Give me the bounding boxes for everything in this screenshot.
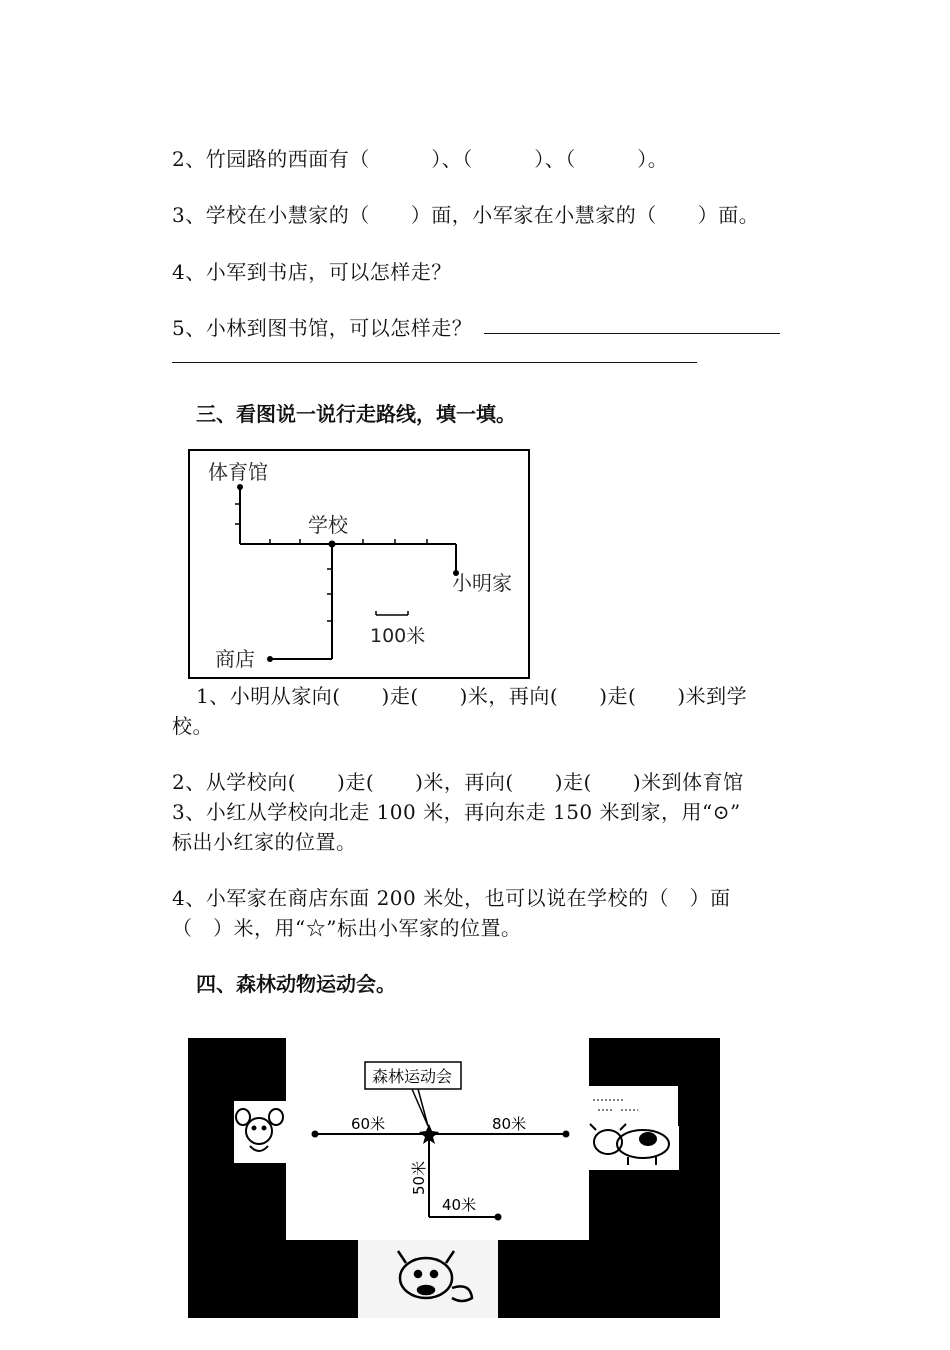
distance-south: 50米	[410, 1160, 428, 1195]
label-xiaoming-home: 小明家	[452, 571, 512, 595]
question-3-1-line-b: 校。	[172, 714, 213, 738]
question-3-3-line-a: 3、小红从学校向北走 100 米，再向东走 150 米到家，用“⊙”	[172, 800, 741, 824]
forest-sports-meet-map	[188, 1038, 720, 1318]
label-shop: 商店	[215, 647, 255, 671]
distance-east: 80米	[492, 1115, 527, 1133]
question-3-1-line-a: 1、小明从家向( )走( )米，再向( )走( )米到学	[196, 684, 748, 708]
question-3-2: 2、从学校向( )走( )米，再向( )走( )米到体育馆	[172, 770, 744, 794]
question-3-school-direction: 3、学校在小慧家的（ ）面，小军家在小慧家的（ ）面。	[172, 203, 760, 227]
map-scale-label: 100米	[370, 625, 426, 647]
venue-label: 森林运动会	[372, 1067, 453, 1086]
question-2-west-of-road: 2、竹园路的西面有（ ）、（ ）、（ ）。	[172, 147, 669, 171]
question-4-route-to-bookstore: 4、小军到书店，可以怎样走？	[172, 260, 452, 284]
question-3-3-line-b: 标出小红家的位置。	[172, 830, 357, 854]
label-stadium: 体育馆	[208, 460, 268, 484]
wolf-picture	[358, 1240, 498, 1318]
question-3-4-line-b: （ ）米，用“☆”标出小军家的位置。	[172, 916, 522, 940]
route-map-school	[188, 449, 530, 679]
answer-line[interactable]	[484, 333, 780, 334]
question-5-route-to-library: 5、小林到图书馆，可以怎样走？	[172, 316, 473, 340]
answer-line[interactable]	[172, 362, 697, 363]
section-3-heading: 三、看图说一说行走路线，填一填。	[196, 402, 516, 426]
question-3-4-line-a: 4、小军家在商店东面 200 米处，也可以说在学校的（ ）面	[172, 886, 731, 910]
label-school: 学校	[308, 513, 348, 537]
distance-southeast: 40米	[442, 1196, 477, 1214]
distance-west: 60米	[351, 1115, 386, 1133]
section-4-heading: 四、森林动物运动会。	[196, 972, 396, 996]
